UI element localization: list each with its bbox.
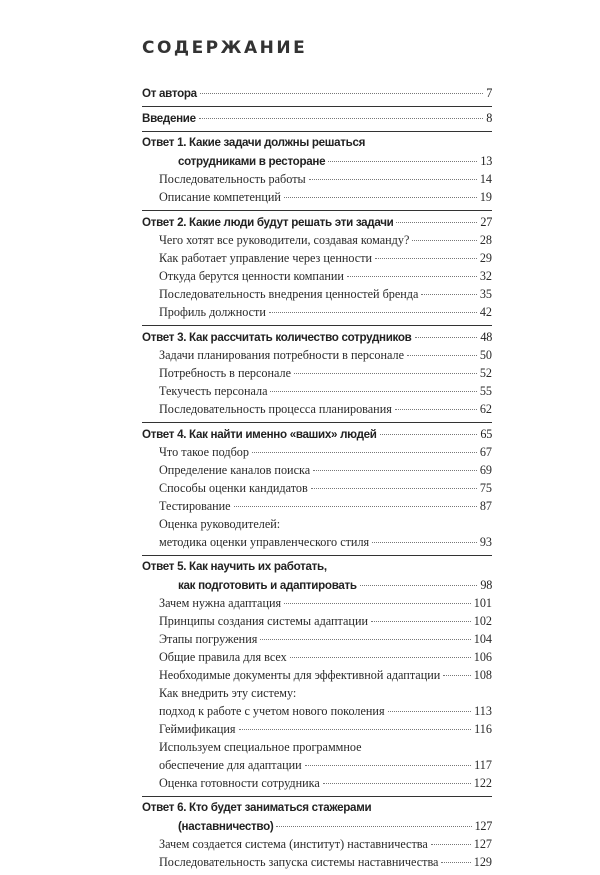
toc-page-number: 67 <box>479 445 492 459</box>
toc-entry-text: Ответ 6. Кто будет заниматься стажерами <box>142 801 372 814</box>
toc-entry-text: Принципы создания системы адаптации <box>159 614 369 628</box>
dot-leader <box>252 452 477 453</box>
toc-page-number: 50 <box>479 348 492 362</box>
dot-leader <box>372 542 477 543</box>
toc-entry-text: Текучесть персонала <box>159 384 268 398</box>
toc-chapter-heading[interactable] <box>142 134 492 152</box>
toc-page-number: 29 <box>479 251 492 265</box>
dot-leader <box>441 862 470 863</box>
toc-entry-text: как подготовить и адаптировать <box>178 579 357 592</box>
dot-leader <box>199 118 483 119</box>
toc-chapter-heading[interactable] <box>142 328 492 346</box>
toc-chapter-heading[interactable] <box>142 152 492 170</box>
dot-leader <box>270 391 476 392</box>
toc-chapter-heading[interactable] <box>142 213 492 231</box>
toc-entry-text: методика оценки управленческого стиля <box>159 535 370 549</box>
toc-entry[interactable] <box>142 648 492 666</box>
toc-chapter-heading[interactable] <box>142 799 492 817</box>
dot-leader <box>290 657 471 658</box>
toc-section <box>142 211 492 326</box>
toc-entry-text: подход к работе с учетом нового поколения <box>159 704 385 718</box>
toc-entry-text: Ответ 3. Как рассчитать количество сотрудников <box>142 331 412 344</box>
toc-page-number: 122 <box>473 776 492 790</box>
toc-page-number: 117 <box>474 758 492 772</box>
toc-entry-text: Тестирование <box>159 499 231 513</box>
dot-leader <box>415 337 478 338</box>
dot-leader <box>328 161 477 162</box>
dot-leader <box>421 294 476 295</box>
toc-entry-text: Последовательность процесса планирования <box>159 402 392 416</box>
toc-entry[interactable] <box>142 684 492 702</box>
toc-page-number: 75 <box>479 481 492 495</box>
dot-leader <box>380 434 478 435</box>
toc-entry-text: Оценка готовности сотрудника <box>159 776 320 790</box>
toc-entry[interactable] <box>142 738 492 756</box>
toc-section <box>142 132 492 211</box>
dot-leader <box>412 240 476 241</box>
dot-leader <box>234 506 477 507</box>
toc-page-number: 28 <box>479 233 492 247</box>
dot-leader <box>388 711 472 712</box>
toc-entry-text: Зачем создается система (институт) наставничества <box>159 837 428 851</box>
toc-page-number: 52 <box>479 366 492 380</box>
toc-page-number: 8 <box>486 111 492 125</box>
toc-page-number: 87 <box>479 499 492 513</box>
toc-entry[interactable] <box>142 364 492 382</box>
toc-chapter-heading[interactable] <box>142 576 492 594</box>
toc-page-number: 13 <box>480 154 492 168</box>
dot-leader <box>371 621 471 622</box>
toc-page-number: 127 <box>474 819 492 833</box>
toc-entry[interactable] <box>142 774 492 792</box>
toc-page-number: 69 <box>479 463 492 477</box>
dot-leader <box>375 258 477 259</box>
toc-entry[interactable] <box>142 630 492 648</box>
toc-entry-text: Профиль должности <box>159 305 266 319</box>
toc-entry[interactable] <box>142 720 492 738</box>
toc-entry[interactable] <box>142 267 492 285</box>
dot-leader <box>200 93 483 94</box>
toc-entry[interactable] <box>142 188 492 206</box>
toc-entry[interactable] <box>142 231 492 249</box>
toc-entry[interactable] <box>142 612 492 630</box>
toc-section <box>142 326 492 423</box>
page-title: СОДЕРЖАНИЕ <box>142 38 308 58</box>
toc-page-number: 35 <box>479 287 492 301</box>
toc-entry[interactable] <box>142 285 492 303</box>
toc-entry-text: (наставничество) <box>178 820 274 833</box>
toc-entry[interactable] <box>142 479 492 497</box>
dot-leader <box>276 826 471 827</box>
toc-entry-text: Введение <box>142 112 196 125</box>
dot-leader <box>269 312 477 313</box>
toc-section <box>142 423 492 556</box>
toc-page-number: 101 <box>473 596 492 610</box>
toc-entry-text: сотрудниками в ресторане <box>178 155 326 168</box>
toc-entry-text: Описание компетенций <box>159 190 281 204</box>
toc-entry-text: Ответ 4. Как найти именно «ваших» людей <box>142 428 377 441</box>
dot-leader <box>309 179 477 180</box>
dot-leader <box>239 729 472 730</box>
toc-entry-text: Этапы погружения <box>159 632 258 646</box>
toc-entry[interactable] <box>142 382 492 400</box>
toc-page-number: 104 <box>473 632 492 646</box>
toc-page-number: 62 <box>479 402 492 416</box>
toc-section <box>142 82 492 107</box>
toc-section <box>142 107 492 132</box>
toc-entry-text: Последовательность внедрения ценностей бренда <box>159 287 419 301</box>
toc-entry-text: Способы оценки кандидатов <box>159 481 308 495</box>
toc-entry[interactable] <box>142 853 492 871</box>
toc-entry-text: Задачи планирования потребности в персонале <box>159 348 404 362</box>
toc-entry[interactable] <box>142 756 492 774</box>
toc-page-number: 116 <box>474 722 492 736</box>
toc-page-number: 19 <box>479 190 492 204</box>
toc-entry-text: Общие правила для всех <box>159 650 287 664</box>
dot-leader <box>395 409 477 410</box>
toc-entry-text: Откуда берутся ценности компании <box>159 269 344 283</box>
toc-entry-text: Чего хотят все руководители, создавая команду? <box>159 233 410 247</box>
toc-page-number: 102 <box>473 614 492 628</box>
dot-leader <box>443 675 470 676</box>
dot-leader <box>360 585 478 586</box>
dot-leader <box>313 470 477 471</box>
toc-entry-text: Потребность в персонале <box>159 366 292 380</box>
table-of-contents <box>142 82 492 875</box>
dot-leader <box>311 488 477 489</box>
toc-entry-text: Как работает управление через ценности <box>159 251 373 265</box>
toc-entry[interactable] <box>142 249 492 267</box>
toc-page-number: 14 <box>479 172 492 186</box>
toc-entry-text: Ответ 2. Какие люди будут решать эти задачи <box>142 216 394 229</box>
toc-page-number: 27 <box>480 215 492 229</box>
dot-leader <box>260 639 470 640</box>
toc-section <box>142 797 492 875</box>
toc-entry-text: Как внедрить эту систему: <box>159 686 297 700</box>
toc-entry[interactable] <box>142 702 492 720</box>
toc-entry[interactable] <box>142 666 492 684</box>
toc-entry[interactable] <box>142 594 492 612</box>
dot-leader <box>407 355 477 356</box>
toc-entry-text: обеспечение для адаптации <box>159 758 302 772</box>
toc-chapter-heading[interactable] <box>142 109 492 127</box>
toc-page-number: 108 <box>473 668 492 682</box>
toc-entry-text: Используем специальное программное <box>159 740 362 754</box>
toc-entry-text: Необходимые документы для эффективной адаптации <box>159 668 441 682</box>
dot-leader <box>396 222 477 223</box>
toc-page-number: 55 <box>479 384 492 398</box>
dot-leader <box>305 765 471 766</box>
toc-entry[interactable] <box>142 170 492 188</box>
dot-leader <box>284 603 471 604</box>
toc-entry-text: От автора <box>142 87 197 100</box>
toc-entry[interactable] <box>142 303 492 321</box>
dot-leader <box>431 844 471 845</box>
toc-page-number: 48 <box>480 330 492 344</box>
toc-entry[interactable] <box>142 533 492 551</box>
toc-entry[interactable] <box>142 346 492 364</box>
toc-entry[interactable] <box>142 835 492 853</box>
dot-leader <box>284 197 477 198</box>
toc-entry-text: Оценка руководителей: <box>159 517 281 531</box>
toc-page-number: 129 <box>473 855 492 869</box>
toc-entry[interactable] <box>142 443 492 461</box>
toc-page-number: 93 <box>479 535 492 549</box>
toc-entry-text: Зачем нужна адаптация <box>159 596 282 610</box>
toc-chapter-heading[interactable] <box>142 84 492 102</box>
toc-page-number: 127 <box>473 837 492 851</box>
toc-entry-text: Ответ 5. Как научить их работать, <box>142 560 327 573</box>
toc-entry-text: Последовательность запуска системы наставничества <box>159 855 439 869</box>
toc-entry[interactable] <box>142 400 492 418</box>
toc-page-number: 98 <box>480 578 492 592</box>
toc-chapter-heading[interactable] <box>142 425 492 443</box>
toc-entry[interactable] <box>142 497 492 515</box>
dot-leader <box>347 276 477 277</box>
toc-page-number: 113 <box>474 704 492 718</box>
toc-entry[interactable] <box>142 515 492 533</box>
toc-page-number: 32 <box>479 269 492 283</box>
dot-leader <box>294 373 477 374</box>
toc-section <box>142 556 492 797</box>
toc-entry-text: Последовательность работы <box>159 172 306 186</box>
toc-entry-text: Ответ 1. Какие задачи должны решаться <box>142 136 366 149</box>
toc-page-number: 7 <box>486 86 492 100</box>
toc-chapter-heading[interactable] <box>142 558 492 576</box>
toc-page-number: 106 <box>473 650 492 664</box>
toc-entry[interactable] <box>142 461 492 479</box>
dot-leader <box>323 783 471 784</box>
toc-page-number: 65 <box>480 427 492 441</box>
toc-entry-text: Что такое подбор <box>159 445 249 459</box>
toc-entry-text: Определение каналов поиска <box>159 463 311 477</box>
toc-entry-text: Геймификация <box>159 722 236 736</box>
toc-page-number: 42 <box>479 305 492 319</box>
toc-chapter-heading[interactable] <box>142 817 492 835</box>
